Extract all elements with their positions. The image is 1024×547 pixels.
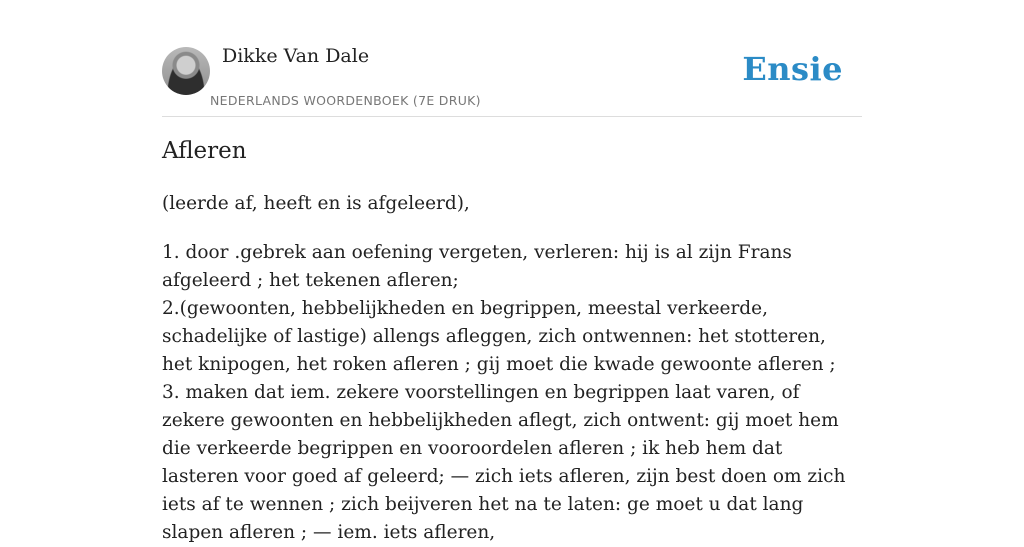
source-title[interactable]: NEDERLANDS WOORDENBOEK (7E DRUK) bbox=[210, 93, 481, 108]
entry-definitions bbox=[162, 239, 862, 547]
entry-header bbox=[162, 0, 862, 117]
page-container bbox=[162, 0, 862, 543]
ensie-logo[interactable]: Ensie bbox=[742, 50, 843, 88]
entry-grammar: (leerde af, heeft en is afgeleerd), bbox=[162, 193, 470, 214]
author-name[interactable]: Dikke Van Dale bbox=[222, 45, 370, 67]
author-avatar[interactable] bbox=[162, 47, 210, 95]
entry-title: Afleren bbox=[162, 138, 247, 164]
definition-3: 3. maken dat iem. zekere voorstellingen en begrippen laat varen, of zekere gewoonten en hebbelijkheden aflegt, zich ontwent: gij moet hem die verkeerde begrippen en vooroordelen afleren ; ik heb hem dat lasteren voor goed af geleerd; — zich iets afleren, zijn best doen om zich iets af te wennen ; zich beijveren het na te laten: ge moet u dat lang slapen afleren ; — iem. iets afleren, bbox=[162, 382, 846, 543]
definition-2: 2.(gewoonten, hebbelijkheden en begrippen, meestal verkeerde, schadelijke of lastige) allengs afleggen, zich ontwennen: het stotteren, het knipogen, het roken afleren ; gij moet die kwade gewoonte afleren ; bbox=[162, 298, 836, 375]
definition-1: 1. door .gebrek aan oefening vergeten, verleren: hij is al zijn Frans afgeleerd ; het tekenen afleren; bbox=[162, 242, 792, 291]
